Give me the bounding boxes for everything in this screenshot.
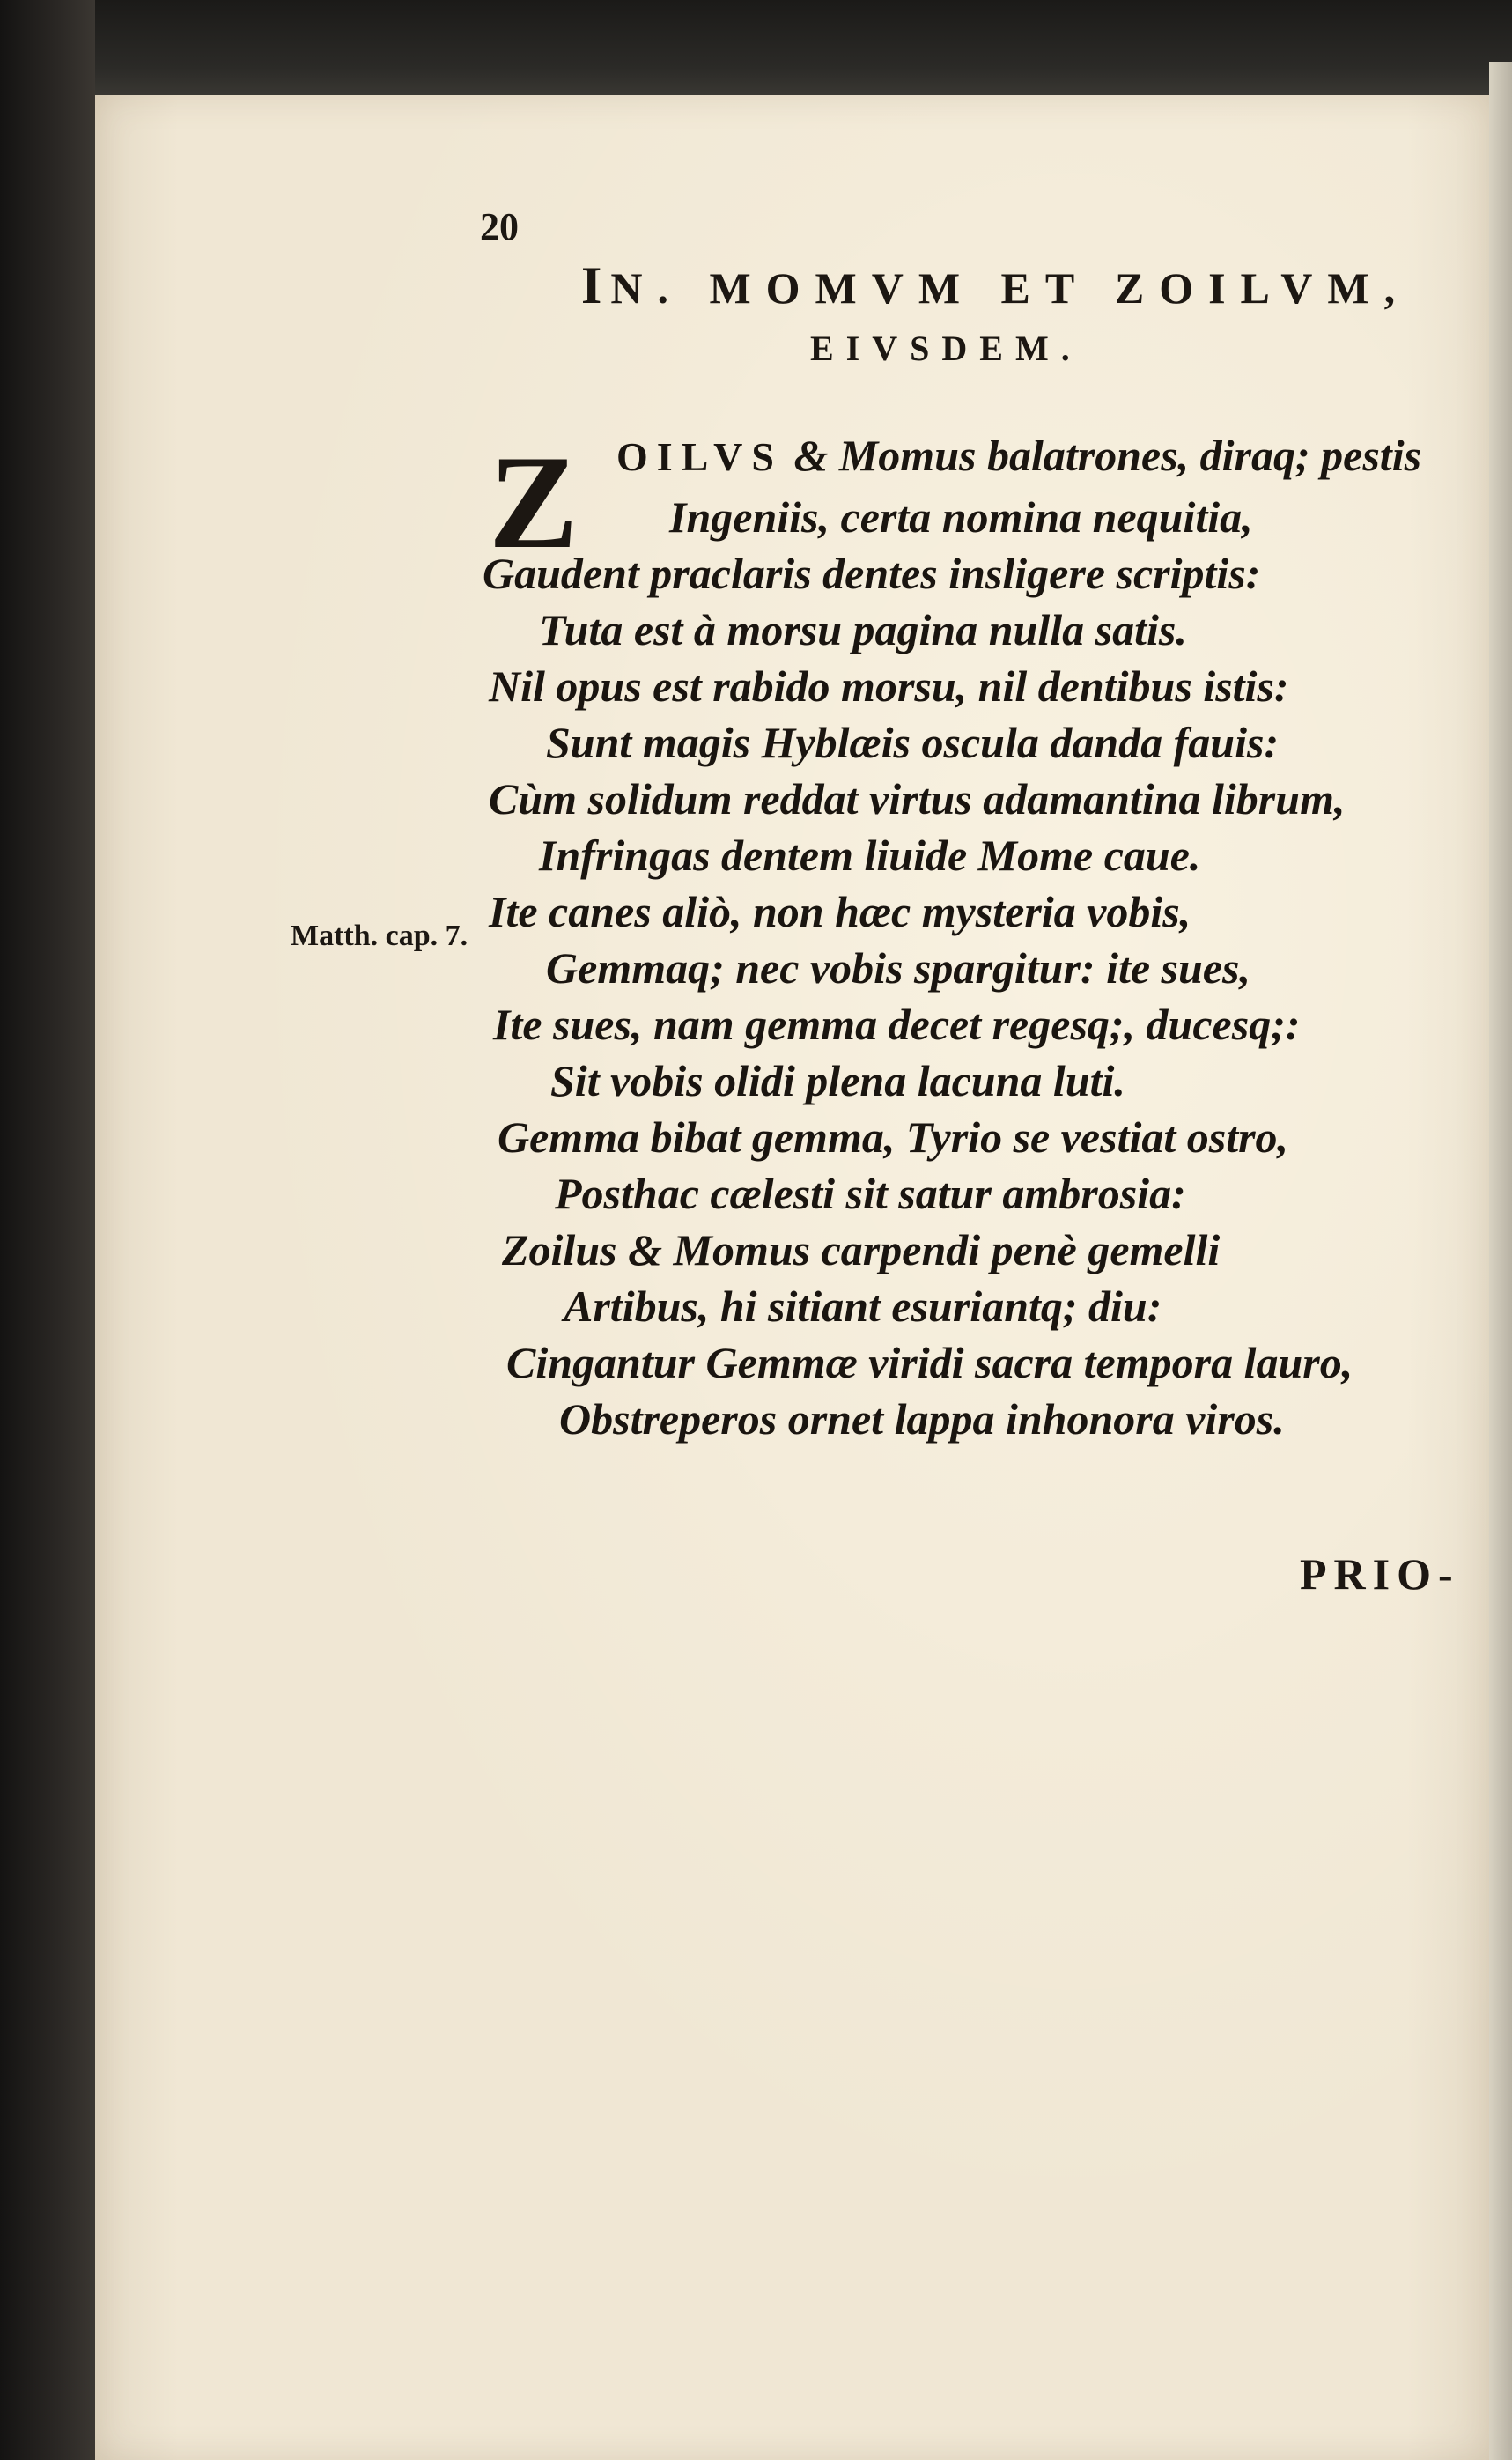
verse-line-9: Ite canes aliò, non hæc mysteria vobis, — [489, 887, 1191, 936]
marginal-note: Matth. cap. 7. — [291, 920, 468, 952]
verse-line-12: Sit vobis olidi plena lacuna luti. — [550, 1056, 1125, 1105]
verse-line-7: Cùm solidum reddat virtus adamantina librum, — [489, 774, 1346, 824]
poem-title — [581, 255, 1410, 316]
verse-line-2: Ingeniis, certa nomina nequitia, — [669, 492, 1253, 542]
first-line-rest: & Momus balatrones, diraq; pestis — [793, 431, 1422, 480]
verse-line-8: Infringas dentem liuide Mome caue. — [539, 831, 1201, 880]
verse-line-4: Tuta est à morsu pagina nulla satis. — [539, 605, 1187, 654]
verse-line-3: Gaudent praclaris dentes insligere scriptis: — [483, 549, 1261, 598]
verse-line-11: Ite sues, nam gemma decet regesq;, ducesq;: — [493, 1000, 1301, 1049]
verse-line-16: Artibus, hi sitiant esuriantq; diu: — [564, 1282, 1162, 1331]
verse-line-14: Posthac cælesti sit satur ambrosia: — [555, 1169, 1186, 1218]
verse-line-15: Zoilus & Momus carpendi penè gemelli — [502, 1225, 1221, 1274]
catchword: PRIO- — [1300, 1549, 1460, 1599]
verse-line-10: Gemmaq; nec vobis spargitur: ite sues, — [546, 943, 1250, 993]
poem-title-initial: I — [581, 256, 611, 314]
page-number: 20 — [480, 205, 519, 248]
verse-line-17: Cingantur Gemmæ viridi sacra tempora lauro, — [506, 1338, 1353, 1387]
verse-line-18: Obstreperos ornet lappa inhonora viros. — [559, 1394, 1285, 1444]
drop-cap: Z — [489, 428, 579, 576]
book-binding-edge — [0, 0, 95, 2460]
verse-line-5: Nil opus est rabido morsu, nil dentibus istis: — [489, 661, 1289, 711]
poem-subtitle: EIVSDEM. — [810, 329, 1082, 368]
first-word-caps: OILVS — [616, 434, 783, 479]
adjacent-page-edge — [1489, 62, 1512, 2460]
verse-line-13: Gemma bibat gemma, Tyrio se vestiat ostro, — [498, 1112, 1289, 1162]
verse-line-1 — [616, 430, 1421, 481]
verse-line-6: Sunt magis Hyblæis oscula danda fauis: — [546, 718, 1280, 767]
poem-title-rest: N. MOMVM ET ZOILVM, — [610, 263, 1411, 313]
scan-top-edge — [95, 0, 1512, 97]
